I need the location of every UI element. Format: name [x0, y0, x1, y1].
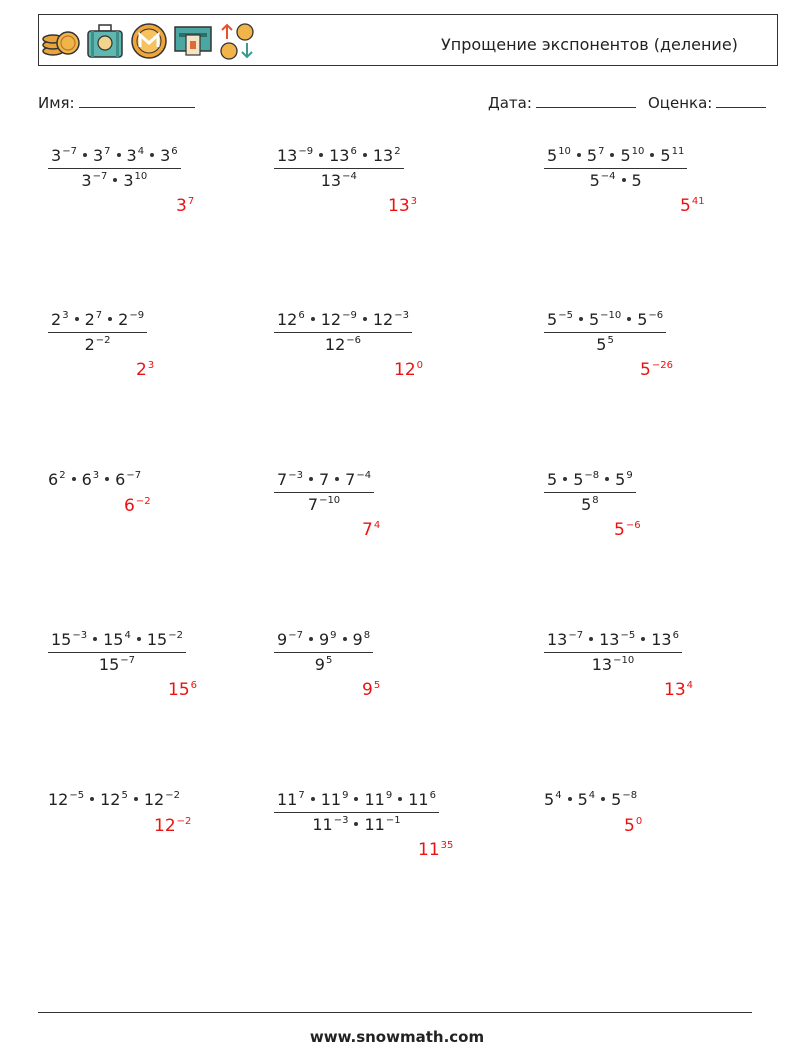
power-exponent: −7 [62, 146, 77, 157]
power-base: 13 [599, 630, 620, 649]
grade-label: Оценка: [648, 94, 713, 112]
answer-exponent: 6 [190, 680, 198, 691]
power-exponent: 7 [95, 310, 103, 321]
power-exponent: 11 [671, 146, 685, 157]
date-label: Дата: [488, 94, 532, 112]
fraction [274, 310, 412, 355]
answer-exponent: −2 [135, 496, 151, 507]
answer-base: 12 [154, 816, 176, 836]
worksheet-header [38, 14, 778, 66]
denominator [274, 168, 404, 191]
power-base: 5 [620, 146, 631, 165]
footer-divider [38, 1012, 752, 1013]
answer-base: 13 [388, 196, 410, 216]
power-base: 9 [314, 655, 325, 674]
power-exponent: 9 [385, 790, 393, 801]
power-base: 12 [320, 310, 342, 329]
power-exponent: −7 [568, 630, 584, 641]
power-base: 5 [577, 790, 588, 809]
answer-exponent: 4 [373, 520, 381, 531]
product-expression [544, 790, 637, 809]
power-base: 5 [631, 171, 642, 190]
multiply-dot [105, 477, 109, 481]
power-exponent: −6 [346, 335, 362, 346]
numerator [544, 310, 666, 332]
power-base: 15 [103, 630, 124, 649]
multiply-dot [627, 317, 631, 321]
power-base: 13 [277, 146, 298, 165]
power-exponent: 5 [607, 335, 614, 346]
power-base: 6 [115, 470, 126, 489]
multiply-dot [577, 153, 581, 157]
power-exponent: −4 [342, 171, 357, 182]
answer-base: 9 [362, 680, 373, 700]
problem-8 [274, 470, 374, 515]
fraction [544, 470, 636, 515]
multiply-dot [311, 797, 315, 801]
multiply-dot [134, 797, 138, 801]
multiply-dot [335, 477, 339, 481]
answer-6 [640, 360, 673, 380]
power-exponent: −2 [168, 630, 183, 641]
answer-exponent: −6 [625, 520, 641, 531]
power-exponent: 8 [363, 630, 371, 641]
power-base: 13 [651, 630, 672, 649]
power-exponent: −4 [600, 171, 616, 182]
icon-strip [41, 21, 257, 61]
answer-4 [136, 360, 154, 380]
multiply-dot [113, 178, 117, 182]
power-base: 6 [48, 470, 59, 489]
multiply-dot [601, 797, 605, 801]
multiply-dot [72, 477, 76, 481]
power-base: 13 [329, 146, 350, 165]
answer-14 [418, 840, 453, 860]
power-exponent: 7 [104, 146, 111, 157]
power-base: 6 [81, 470, 92, 489]
power-exponent: −10 [613, 655, 635, 666]
problem-7 [48, 470, 141, 490]
atm-icon [173, 21, 213, 61]
answer-base: 15 [168, 680, 190, 700]
product-expression [48, 470, 141, 489]
problem-1 [48, 146, 181, 191]
power-exponent: 9 [330, 630, 337, 641]
multiply-dot [108, 317, 112, 321]
footer-url: www.snowmath.com [309, 1028, 485, 1046]
power-exponent: 4 [137, 146, 145, 157]
answer-base: 6 [124, 496, 135, 516]
multiply-dot [363, 153, 367, 157]
power-base: 5 [586, 146, 598, 165]
name-field[interactable] [38, 93, 195, 112]
multiply-dot [150, 153, 154, 157]
multiply-dot [83, 153, 87, 157]
power-exponent: −6 [648, 310, 664, 321]
problem-5 [274, 310, 412, 355]
problem-4 [48, 310, 147, 355]
power-base: 11 [408, 790, 429, 809]
fraction [48, 630, 186, 675]
multiply-dot [579, 317, 583, 321]
power-base: 7 [307, 495, 319, 514]
power-base: 12 [48, 790, 69, 809]
fraction [544, 310, 666, 355]
denominator [48, 652, 186, 675]
denominator [274, 652, 373, 675]
power-base: 3 [160, 146, 171, 165]
power-base: 13 [591, 655, 613, 674]
problem-13 [48, 790, 180, 810]
problem-12 [544, 630, 682, 675]
multiply-dot [309, 477, 313, 481]
power-base: 11 [312, 815, 333, 834]
power-base: 3 [123, 171, 134, 190]
power-base: 13 [547, 630, 568, 649]
fraction [274, 630, 373, 675]
worksheet-title: Упрощение экспонентов (деление) [441, 35, 738, 54]
power-exponent: −2 [165, 790, 180, 801]
power-base: 2 [51, 310, 62, 329]
multiply-dot [117, 153, 121, 157]
multiply-dot [93, 637, 97, 641]
power-base: 3 [81, 171, 92, 190]
answer-1 [176, 196, 194, 216]
numerator [274, 310, 412, 332]
power-exponent: −8 [584, 470, 600, 481]
numerator [274, 790, 439, 812]
power-exponent: 6 [429, 790, 436, 801]
power-exponent: 6 [171, 146, 178, 157]
multiply-dot [605, 477, 609, 481]
power-base: 11 [320, 790, 342, 809]
power-exponent: 6 [672, 630, 679, 641]
power-exponent: 10 [558, 146, 571, 157]
power-exponent: −7 [120, 655, 136, 666]
power-base: 13 [320, 171, 342, 190]
answer-8 [362, 520, 380, 540]
multiply-dot [311, 317, 315, 321]
numerator [544, 470, 636, 492]
problem-14 [274, 790, 439, 835]
power-base: 2 [84, 310, 95, 329]
monero-coin-icon [129, 21, 169, 61]
answer-10 [168, 680, 197, 700]
answer-base: 5 [614, 520, 625, 540]
fraction [274, 790, 439, 835]
numerator [544, 146, 687, 168]
power-exponent: 9 [342, 790, 349, 801]
power-base: 2 [118, 310, 129, 329]
power-exponent: −9 [342, 310, 357, 321]
answer-base: 5 [640, 360, 651, 380]
numerator [48, 310, 147, 332]
problem-3 [544, 146, 687, 191]
answer-exponent: 4 [686, 680, 694, 691]
power-base: 5 [581, 495, 592, 514]
power-exponent: 7 [298, 790, 305, 801]
grade-blank[interactable] [716, 93, 766, 108]
power-exponent: 7 [598, 146, 605, 157]
multiply-dot [589, 637, 593, 641]
denominator [274, 332, 412, 355]
multiply-dot [343, 637, 347, 641]
multiply-dot [641, 637, 645, 641]
fraction [544, 630, 682, 675]
power-base: 11 [364, 815, 385, 834]
power-base: 5 [588, 310, 600, 329]
power-base: 5 [573, 470, 584, 489]
suitcase-yen-icon [85, 21, 125, 61]
power-exponent: 4 [588, 790, 596, 801]
power-base: 7 [318, 470, 330, 489]
answer-exponent: −26 [651, 360, 673, 371]
coin-stack-icon [41, 21, 81, 61]
power-base: 15 [146, 630, 168, 649]
answer-base: 12 [394, 360, 416, 380]
denominator [274, 492, 374, 515]
power-exponent: −9 [129, 310, 145, 321]
grade-field[interactable] [648, 93, 766, 112]
answer-exponent: 41 [691, 196, 705, 207]
power-base: 12 [372, 310, 394, 329]
date-field[interactable] [488, 93, 636, 112]
answer-base: 5 [624, 816, 635, 836]
power-base: 7 [277, 470, 288, 489]
power-base: 11 [364, 790, 385, 809]
power-exponent: −9 [298, 146, 314, 157]
name-label: Имя: [38, 94, 75, 112]
power-exponent: 4 [555, 790, 562, 801]
power-base: 5 [547, 470, 558, 489]
power-exponent: −10 [600, 310, 622, 321]
answer-base: 3 [176, 196, 187, 216]
answer-base: 11 [418, 840, 440, 860]
fraction [48, 146, 181, 191]
numerator [544, 630, 682, 652]
multiply-dot [650, 153, 654, 157]
fraction [274, 470, 374, 515]
multiply-dot [622, 178, 626, 182]
power-base: 9 [318, 630, 330, 649]
power-exponent: −5 [620, 630, 636, 641]
power-exponent: −7 [126, 470, 142, 481]
denominator [544, 168, 687, 191]
answer-exponent: 3 [410, 196, 418, 207]
answer-exponent: 7 [187, 196, 195, 207]
power-exponent: 9 [626, 470, 633, 481]
fraction [544, 146, 687, 191]
power-base: 5 [660, 146, 671, 165]
power-exponent: −5 [558, 310, 573, 321]
answer-9 [614, 520, 641, 540]
multiply-dot [75, 317, 79, 321]
power-base: 5 [547, 146, 558, 165]
answer-7 [124, 496, 151, 516]
numerator [274, 630, 373, 652]
power-base: 12 [324, 335, 346, 354]
problem-11 [274, 630, 373, 675]
power-base: 5 [547, 310, 558, 329]
problem-10 [48, 630, 186, 675]
power-base: 2 [84, 335, 95, 354]
multiply-dot [90, 797, 94, 801]
numerator [48, 146, 181, 168]
power-exponent: 10 [134, 171, 148, 182]
power-exponent: 3 [62, 310, 69, 321]
multiply-dot [137, 637, 141, 641]
multiply-dot [354, 797, 358, 801]
fraction [48, 310, 147, 355]
denominator [48, 168, 181, 191]
power-exponent: −3 [394, 310, 409, 321]
answer-12 [664, 680, 693, 700]
numerator [274, 470, 374, 492]
answer-13 [154, 816, 191, 836]
power-exponent: 4 [124, 630, 131, 641]
power-exponent: 6 [298, 310, 305, 321]
problem-15 [544, 790, 637, 810]
power-base: 15 [98, 655, 120, 674]
power-base: 7 [345, 470, 356, 489]
denominator [544, 332, 666, 355]
answer-exponent: 0 [635, 816, 643, 827]
product-expression [48, 790, 180, 809]
denominator [48, 332, 147, 355]
power-base: 3 [51, 146, 62, 165]
power-exponent: −7 [288, 630, 303, 641]
problem-9 [544, 470, 636, 515]
power-exponent: 8 [592, 495, 599, 506]
power-base: 5 [615, 470, 626, 489]
power-base: 12 [277, 310, 298, 329]
answer-3 [680, 196, 705, 216]
date-blank[interactable] [536, 93, 636, 108]
name-blank[interactable] [79, 93, 195, 108]
power-base: 11 [277, 790, 298, 809]
multiply-dot [319, 153, 323, 157]
power-base: 3 [92, 146, 104, 165]
power-exponent: 2 [59, 470, 66, 481]
power-exponent: −3 [72, 630, 88, 641]
answer-base: 2 [136, 360, 147, 380]
power-exponent: 5 [325, 655, 333, 666]
multiply-dot [309, 637, 313, 641]
power-base: 12 [100, 790, 121, 809]
power-exponent: −2 [95, 335, 111, 346]
power-exponent: 5 [121, 790, 128, 801]
answer-2 [388, 196, 417, 216]
power-exponent: −10 [319, 495, 341, 506]
denominator [544, 492, 636, 515]
power-base: 5 [596, 335, 607, 354]
power-exponent: −4 [356, 470, 372, 481]
denominator [544, 652, 682, 675]
power-base: 5 [637, 310, 648, 329]
power-base: 15 [51, 630, 72, 649]
multiply-dot [568, 797, 572, 801]
answer-base: 13 [664, 680, 686, 700]
multiply-dot [398, 797, 402, 801]
answer-5 [394, 360, 423, 380]
power-exponent: −3 [333, 815, 349, 826]
answer-15 [624, 816, 642, 836]
power-exponent: −7 [92, 171, 108, 182]
fraction [274, 146, 404, 191]
power-exponent: −3 [288, 470, 303, 481]
answer-exponent: 0 [416, 360, 424, 371]
answer-exponent: 35 [440, 840, 454, 851]
power-exponent: 3 [92, 470, 100, 481]
power-base: 9 [352, 630, 363, 649]
power-exponent: 2 [394, 146, 401, 157]
power-base: 5 [611, 790, 622, 809]
answer-base: 7 [362, 520, 373, 540]
answer-exponent: 3 [147, 360, 155, 371]
power-exponent: −8 [622, 790, 638, 801]
power-base: 9 [277, 630, 288, 649]
multiply-dot [563, 477, 567, 481]
problem-6 [544, 310, 666, 355]
power-base: 3 [126, 146, 137, 165]
exchange-arrows-icon [217, 21, 257, 61]
answer-exponent: 5 [373, 680, 381, 691]
power-base: 13 [372, 146, 394, 165]
power-base: 12 [143, 790, 165, 809]
power-exponent: 6 [350, 146, 357, 157]
power-exponent: −1 [385, 815, 401, 826]
multiply-dot [610, 153, 614, 157]
power-base: 5 [544, 790, 555, 809]
answer-base: 5 [680, 196, 691, 216]
numerator [274, 146, 404, 168]
answer-exponent: −2 [176, 816, 192, 827]
power-exponent: 10 [631, 146, 645, 157]
denominator [274, 812, 439, 835]
answer-11 [362, 680, 380, 700]
multiply-dot [363, 317, 367, 321]
problem-2 [274, 146, 404, 191]
power-base: 5 [589, 171, 600, 190]
power-exponent: −5 [69, 790, 85, 801]
multiply-dot [354, 822, 358, 826]
numerator [48, 630, 186, 652]
